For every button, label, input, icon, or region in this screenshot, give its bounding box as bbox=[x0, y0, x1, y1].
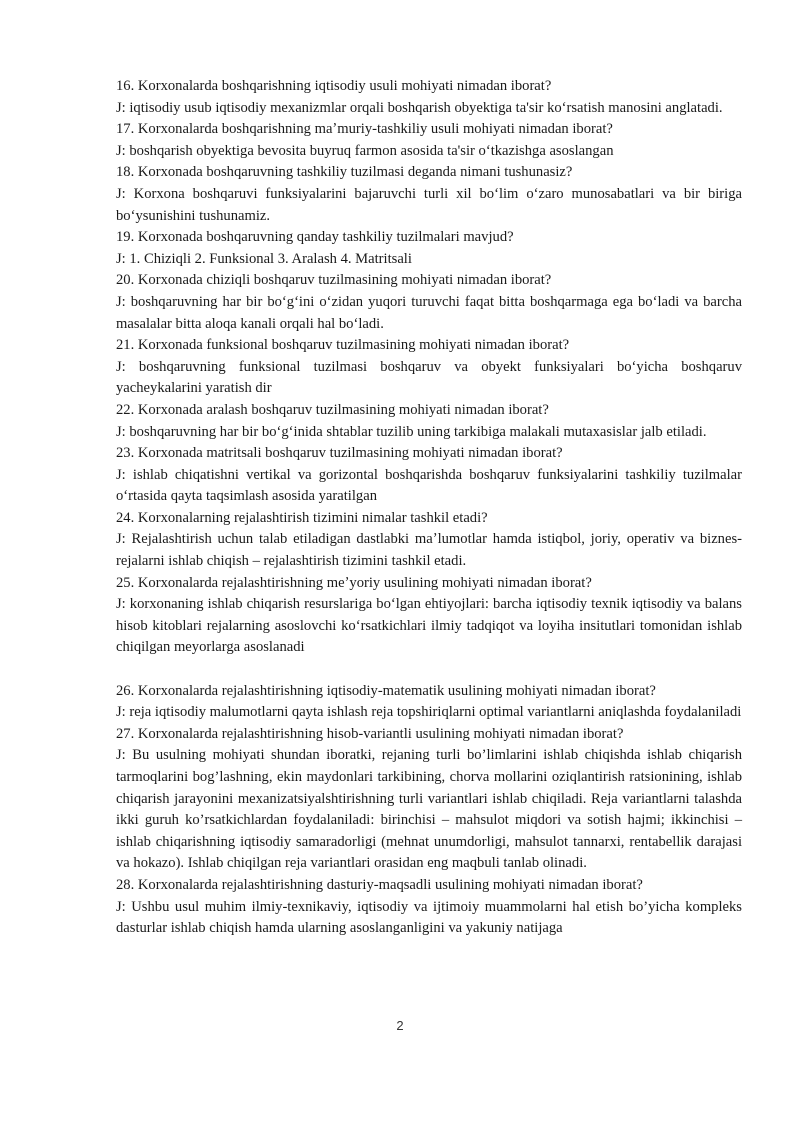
answer-22: J: boshqaruvning har bir boʻgʻinida shtablar tuzilib uning tarkibiga malakali mutaxasislar jalb etiladi. bbox=[116, 423, 707, 440]
answer-16: J: iqtisodiy usub iqtisodiy mexanizmlar orqali boshqarish obyektiga ta'sir koʻrsatish manosini anglatadi. bbox=[116, 99, 723, 116]
question-17: 17. Korxonalarda boshqarishning maʼmuriy-tashkiliy usuli mohiyati nimadan iborat? bbox=[116, 121, 613, 138]
page-number: 2 bbox=[396, 1018, 404, 1033]
answer-26: J: reja iqtisodiy malumotlarni qayta ishlash reja topshiriqlarni optimal variantlarni aniqlashda foydalaniladi bbox=[116, 704, 742, 721]
answer-21: J: boshqaruvning funksional tuzilmasi boshqaruv va obyekt funksiyalari boʻyicha boshqaruv yacheykalarini yaratish dir bbox=[116, 358, 742, 397]
answer-27: J: Bu usulning mohiyati shundan iboratki, rejaning turli bo’limlarini ishlab chiqishda ishlab chiqarish tarmoqlarini bog’lashning, ekin maydonlari tarkibining, chorva mollarini oziqlantirish ratsionining, ishlab chiqarish jarayonini mexanizatsiyalshtirishning turli variantlari ishlab chiqiladi. Reja variantlarni talashda ikki guruh ko’rsatkichlardan foydalaniladi: birinchisi – mahsulot miqdori va sotish hajmi; ikkinchisi –ishlab chiqarishning iqtisodiy samaradorligi (mehnat unumdorligi, mahsulot tannarxi, rentabellik darajasi va hokazo). Ishlab chiqilgan reja variantlari orasidan eng maqbuli tanlab olinadi. bbox=[116, 747, 742, 872]
answer-25: J: korxonaning ishlab chiqarish resurslariga boʻlgan ehtiyojlari: barcha iqtisodiy texnik iqtisodiy va balans hisob kitoblari rejalarning asoslovchi koʻrsatkichlari ilmiy tadqiqot va loyiha insitutlari tomonidan ishlab chiqilgan meyorlarga asoslanadi bbox=[116, 596, 742, 656]
question-22: 22. Korxonada aralash boshqaruv tuzilmasining mohiyati nimadan iborat? bbox=[116, 401, 549, 418]
document-body bbox=[116, 76, 742, 940]
answer-20: J: boshqaruvning har bir boʻgʻini oʻzidan yuqori turuvchi faqat bitta boshqarmaga ega boʻladi va barcha masalalar bitta aloqa kanali orqali hal boʻladi. bbox=[116, 293, 742, 332]
answer-23: J: ishlab chiqatishni vertikal va gorizontal boshqarishda boshqaruv funksiyalarini tashkiliy tuzilmalar oʻrtasida qayta taqsimlash asosida yaratilgan bbox=[116, 466, 742, 505]
question-26: 26. Korxonalarda rejalashtirishning iqtisodiy-matematik usulining mohiyati nimadan iborat? bbox=[116, 682, 656, 699]
answer-19: J: 1. Chiziqli 2. Funksional 3. Aralash 4. Matritsali bbox=[116, 250, 412, 267]
question-27: 27. Korxonalarda rejalashtirishning hisob-variantli usulining mohiyati nimadan iborat? bbox=[116, 725, 624, 742]
question-20: 20. Korxonada chiziqli boshqaruv tuzilmasining mohiyati nimadan iborat? bbox=[116, 272, 552, 289]
answer-28: J: Ushbu usul muhim ilmiy-texnikaviy, iqtisodiy va ijtimoiy muammolarni hal etish bo’yicha kompleks dasturlar ishlab chiqish hamda ularning asoslanganligini va yakuniy natijaga bbox=[116, 898, 742, 937]
question-16: 16. Korxonalarda boshqarishning iqtisodiy usuli mohiyati nimadan iborat? bbox=[116, 78, 552, 94]
question-19: 19. Korxonada boshqaruvning qanday tashkiliy tuzilmalari mavjud? bbox=[116, 229, 514, 246]
question-28: 28. Korxonalarda rejalashtirishning dasturiy-maqsadli usulining mohiyati nimadan iborat? bbox=[116, 876, 643, 893]
question-23: 23. Korxonada matritsali boshqaruv tuzilmasining mohiyati nimadan iborat? bbox=[116, 445, 563, 462]
answer-17: J: boshqarish obyektiga bevosita buyruq farmon asosida ta'sir oʻtkazishga asoslangan bbox=[116, 142, 614, 159]
question-21: 21. Korxonada funksional boshqaruv tuzilmasining mohiyati nimadan iborat? bbox=[116, 337, 570, 354]
question-25: 25. Korxonalarda rejalashtirishning meʼyoriy usulining mohiyati nimadan iborat? bbox=[116, 574, 592, 591]
question-18: 18. Korxonada boshqaruvning tashkiliy tuzilmasi deganda nimani tushunasiz? bbox=[116, 164, 573, 181]
question-24: 24. Korxonalarning rejalashtirish tizimini nimalar tashkil etadi? bbox=[116, 509, 488, 526]
paragraph-gap bbox=[116, 659, 742, 681]
answer-18: J: Korxona boshqaruvi funksiyalarini bajaruvchi turli xil boʻlim oʻzaro munosabatlari va bir biriga boʻysunishini tushunamiz. bbox=[116, 185, 742, 224]
answer-24: J: Rejalashtirish uchun talab etiladigan dastlabki maʼlumotlar hamda istiqbol, joriy, operativ va biznes-rejalarni ishlab chiqish – rejalashtirish tizimini tashkil etadi. bbox=[116, 531, 742, 570]
